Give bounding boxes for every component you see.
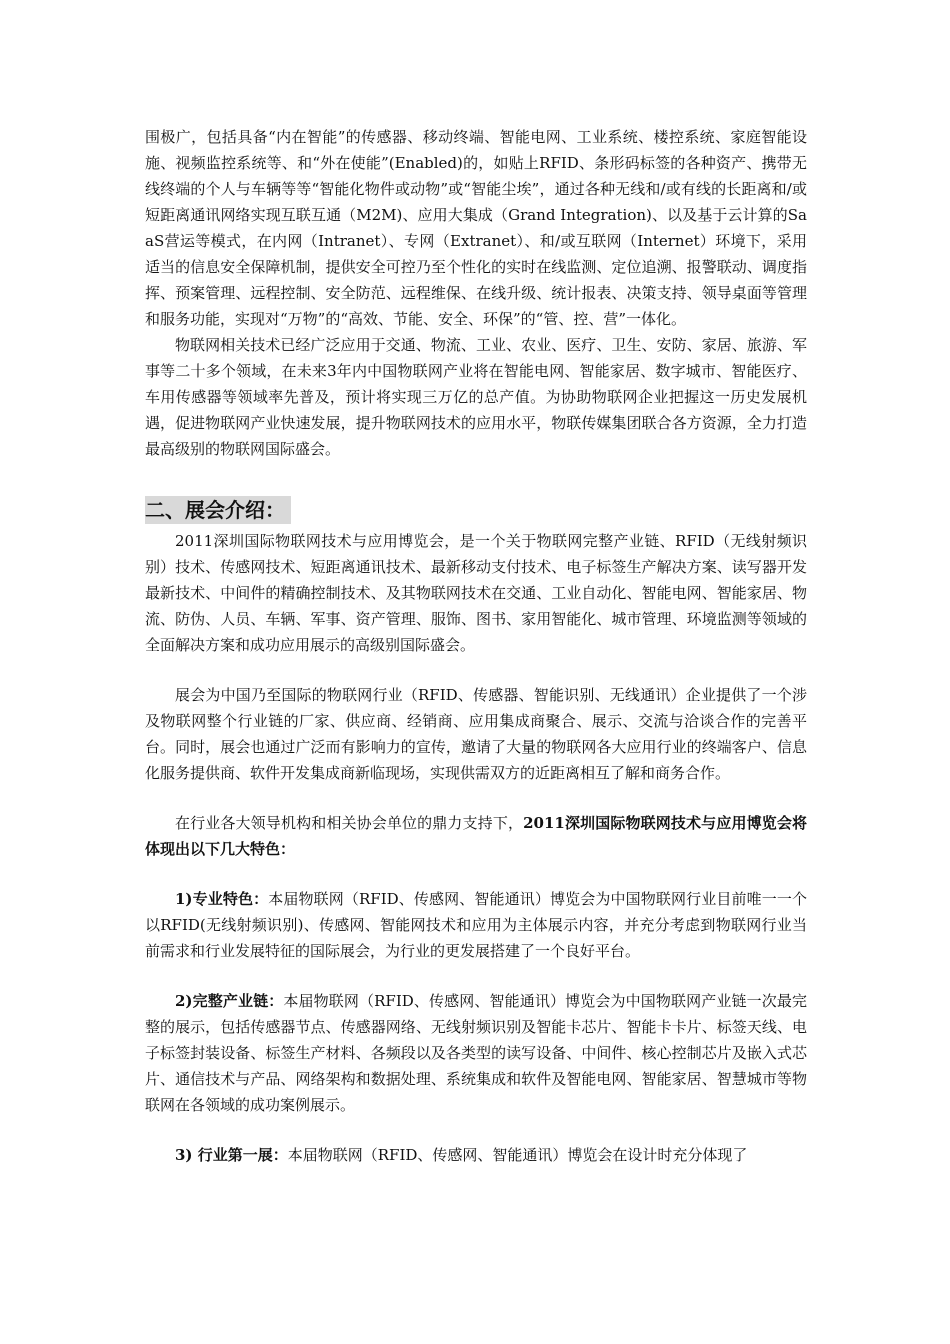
paragraph-features-intro — [145, 810, 807, 862]
paragraph-applications: 物联网相关技术已经广泛应用于交通、物流、工业、农业、医疗、卫生、安防、家居、旅游、军事等二十多个领域，在未来3年内中国物联网产业将在智能电网、智能家居、数字城市、智能医疗、车用传感器等领域率先普及，预计将实现三万亿的总产值。为协助物联网企业把握这一历史发展机遇，促进物联网产业快速发展，提升物联网技术的应用水平，物联传媒集团联合各方资源，全力打造最高级别的物联网国际盛会。 — [145, 336, 807, 458]
document-body — [145, 124, 807, 1168]
feature-2-title: 2)完整产业链： — [175, 992, 284, 1010]
feature-3-title: 3) 行业第一展： — [175, 1146, 288, 1164]
paragraph-expo-description: 2011深圳国际物联网技术与应用博览会，是一个关于物联网完整产业链、RFID（无线射频识别）技术、传感网技术、短距离通讯技术、最新移动支付技术、电子标签生产解决方案、读写器开发最新技术、中间件的精确控制技术、及其物联网技术在交通、工业自动化、智能电网、智能家居、物流、防伪、人员、车辆、军事、资产管理、服饰、图书、家用智能化、城市管理、环境监测等领域的全面解决方案和成功应用展示的高级别国际盛会。 — [145, 532, 807, 654]
paragraph-scope: 围极广，包括具备“内在智能”的传感器、移动终端、智能电网、工业系统、楼控系统、家庭智能设施、视频监控系统等、和“外在使能”(Enabled)的，如贴上RFID、条形码标签的各种资产、携带无线终端的个人与车辆等等“智能化物件或动物”或“智能尘埃”，通过各种无线和/或有线的长距离和/或短距离通讯网络实现互联互通（M2M)、应用大集成（Grand Integration)、以及基于云计算的SaaS营运等模式，在内网（Intranet）、专网（Extranet）、和/或互联网（Internet）环境下，采用适当的信息安全保障机制，提供安全可控乃至个性化的实时在线监测、定位追溯、报警联动、调度指挥、预案管理、远程控制、安全防范、远程维保、在线升级、统计报表、决策支持、领导桌面等管理和服务功能，实现对“万物”的“高效、节能、安全、环保”的“管、控、营”一体化。 — [145, 128, 807, 328]
paragraph-feature-2 — [145, 988, 807, 1118]
feature-1-text: 本届物联网（RFID、传感网、智能通讯）博览会为中国物联网行业目前唯一一个以RFID(无线射频识别)、传感网、智能网技术和应用为主体展示内容，并充分考虑到物联网行业当前需求和行业发展特征的国际展会，为行业的更发展搭建了一个良好平台。 — [145, 890, 807, 960]
paragraph-platform: 展会为中国乃至国际的物联网行业（RFID、传感器、智能识别、无线通讯）企业提供了一个涉及物联网整个行业链的厂家、供应商、经销商、应用集成商聚合、展示、交流与洽谈合作的完善平台。同时，展会也通过广泛而有影响力的宣传，邀请了大量的物联网各大应用行业的终端客户、信息化服务提供商、软件开发集成商新临现场，实现供需双方的近距离相互了解和商务合作。 — [145, 686, 807, 782]
feature-3-text: 本届物联网（RFID、传感网、智能通讯）博览会在设计时充分体现了 — [287, 1146, 748, 1164]
paragraph-feature-3 — [145, 1142, 807, 1168]
feature-1-title: 1)专业特色： — [175, 890, 269, 908]
feature-2-text: 本届物联网（RFID、传感网、智能通讯）博览会为中国物联网产业链一次最完整的展示，包括传感器节点、传感器网络、无线射频识别及智能卡芯片、智能卡卡片、标签天线、电子标签封装设备、标签生产材料、各频段以及各类型的读写设备、中间件、核心控制芯片及嵌入式芯片、通信技术与产品、网络架构和数据处理、系统集成和软件及智能电网、智能家居、智慧城市等物联网在各领域的成功案例展示。 — [145, 992, 807, 1114]
features-intro-bold: 2011深圳国际物联网技术与应用博览会将体现出以下几大特色： — [145, 814, 807, 858]
features-intro-text: 在行业各大领导机构和相关协会单位的鼎力支持下， — [175, 814, 524, 832]
section-heading-exhibition-intro: 二、展会介绍： — [145, 496, 291, 524]
paragraph-feature-1 — [145, 886, 807, 964]
